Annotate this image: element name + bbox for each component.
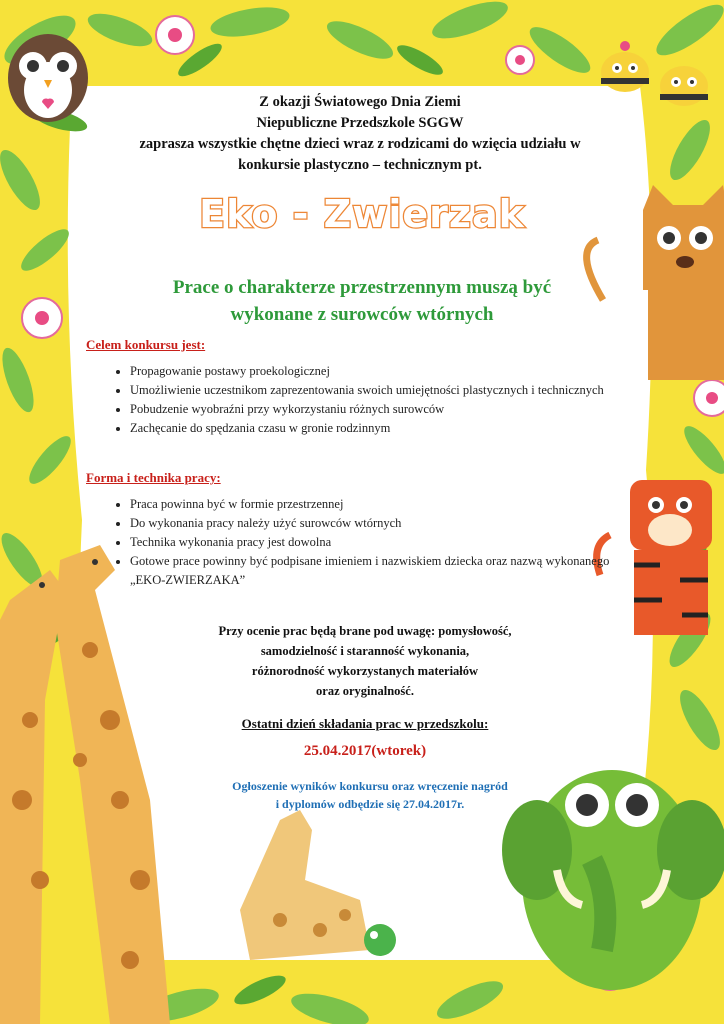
deadline-label: Ostatni dzień składania prac w przedszkolu: — [241, 716, 489, 731]
form-heading: Forma i technika pracy: — [86, 470, 221, 485]
goals-list — [108, 362, 650, 438]
goals-heading: Celem konkursu jest: — [86, 337, 206, 352]
list-item: • Praca powinna być w formie przestrzennej — [130, 495, 630, 514]
list-item: • Umożliwienie uczestnikom zaprezentowania swoich umiejętności plastycznych i technicznych — [130, 381, 650, 400]
results-line: i dyplomów odbędzie się 27.04.2017r. — [275, 797, 465, 811]
subtitle-line: Prace o charakterze przestrzennym muszą być — [172, 277, 552, 298]
results-announcement — [170, 777, 570, 813]
intro-text — [90, 92, 630, 176]
contest-title: Eko - Zwierzak — [199, 192, 525, 236]
intro-line: zaprasza wszystkie chętne dzieci wraz z rodzicami do wzięcia udziału w — [139, 136, 581, 152]
form-list — [108, 495, 630, 590]
results-line: Ogłoszenie wyników konkursu oraz wręczenie nagród — [232, 779, 508, 793]
intro-line: konkursie plastyczno – technicznym pt. — [238, 157, 482, 173]
subtitle — [120, 274, 604, 328]
list-item: • Propagowanie postawy proekologicznej — [130, 362, 650, 381]
criteria-line: samodzielność i staranność wykonania, — [260, 644, 470, 658]
list-item: • Zachęcanie do spędzania czasu w gronie rodzinnym — [130, 419, 650, 438]
evaluation-criteria — [150, 621, 580, 701]
list-item: • Gotowe prace powinny być podpisane imieniem i nazwiskiem dziecka oraz nazwą wykonanego „EKO-ZWIERZAKA” — [130, 552, 630, 590]
subtitle-line: wykonane z surowców wtórnych — [230, 304, 494, 325]
list-item: • Technika wykonania pracy jest dowolna — [130, 533, 630, 552]
intro-line: Z okazji Światowego Dnia Ziemi — [259, 94, 461, 110]
deadline-date: 25.04.2017(wtorek) — [303, 743, 427, 759]
list-item: • Do wykonania pracy należy użyć surowców wtórnych — [130, 514, 630, 533]
intro-line: Niepubliczne Przedszkole SGGW — [256, 115, 464, 131]
criteria-line: różnorodność wykorzystanych materiałów — [251, 664, 479, 678]
criteria-line: oraz oryginalność. — [316, 684, 414, 698]
criteria-line: Przy ocenie prac będą brane pod uwagę: pomysłowość, — [218, 624, 512, 638]
list-item: • Pobudzenie wyobraźni przy wykorzystaniu różnych surowców — [130, 400, 650, 419]
